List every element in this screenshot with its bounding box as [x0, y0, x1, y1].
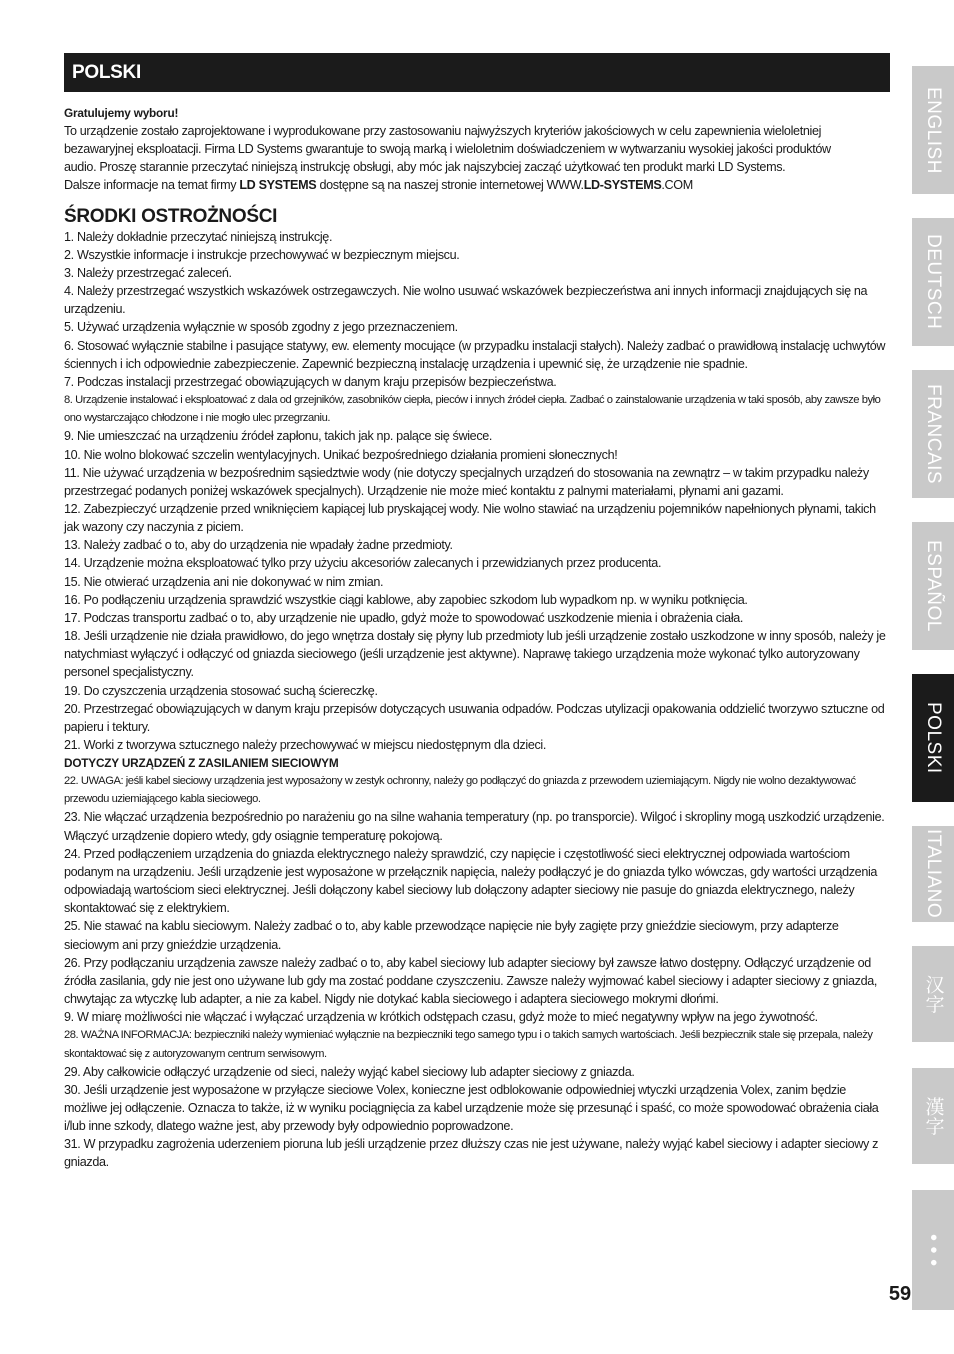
tab-label: 汉字: [922, 974, 944, 1014]
list-item: 21. Worki z tworzywa sztucznego należy przechowywać w miejscu niedostępnym dla dzieci.: [64, 738, 547, 752]
list-item: 1. Należy dokładnie przeczytać niniejszą instrukcję.: [64, 229, 333, 244]
section-title: POLSKI: [72, 62, 141, 83]
list-item: 23. Nie włączać urządzenia bezpośrednio po narażeniu go na silne wahania temperatury (np. po transporcie). Wilgoć i skropliny mogą uszkodzić urządzenie. Włączyć urządzenie dopiero wtedy, gdy osiągnie temperaturę pokojową.: [64, 810, 885, 843]
brand-name: LD SYSTEMS: [239, 178, 317, 193]
list-item: 3. Należy przestrzegać zaleceń.: [64, 265, 232, 280]
list-item: 24. Przed podłączeniem urządzenia do gniazda elektrycznego należy sprawdzić, czy napięcie i częstotliwość sieci elektrycznej odpowiada wartościom podanym na urządzeniu. Jeśli urządzenie jest wyposażone w przełącznik napięcia, należy podłączyć je do gniazda tylko wówczas, gdy wartości urządzenia odpowiadają wartościom sieci elektrycznej. Jeśli dołączony kabel sieciowy lub dołączony adapter sieciowy nie pasuje do gniazda elektrycznego, należy skontaktować się z elektrykiem.: [64, 846, 878, 916]
list-item: 8. Urządzenie instalować i eksploatować z dala od grzejników, zasobników ciepła, pieców i innych źródeł ciepła. Zadbać o zainstalowanie urządzenia w taki sposób, aby zawsze było ono wystarczająco chłodzone i nie mogło ulec przegrzaniu.: [64, 394, 881, 425]
list-item: 20. Przestrzegać obowiązujących w danym kraju przepisów dotyczących usuwania odpadów. Podczas utylizacji opakowania oddzielić tworzywo sztuczne od papieru i tektury.: [64, 701, 885, 734]
tab-espanol[interactable]: [912, 522, 954, 650]
website-suffix: .COM: [661, 178, 693, 193]
website-brand: LD-SYSTEMS: [583, 178, 662, 193]
list-item: 11. Nie używać urządzenia w bezpośrednim sąsiedztwie wody (nie dotyczy specjalnych urządzeń do stosowania na zewnątrz – w takim przypadku należy przestrzegać podanych poniżej wskazówek specjalnych). Urządzenie nie może mieć kontaktu z palnymi materiałami, płynami ani gazami.: [64, 465, 869, 498]
list-item: 15. Nie otwierać urządzenia ani nie dokonywać w nim zmian.: [64, 574, 384, 589]
safety-heading: ŚRODKI OSTROŻNOŚCI: [64, 205, 278, 227]
intro-line: audio. Proszę starannie przeczytać niniejszą instrukcję obsługi, aby móc jak najszybciej zacząć użytkować ten produkt marki LD Systems.: [64, 160, 786, 175]
main-content: [64, 104, 892, 1172]
tab-label: ITALIANO: [923, 829, 944, 919]
safety-list: [64, 228, 892, 755]
list-item: 25. Nie stawać na kablu sieciowym. Należy zadbać o to, aby kable przewodzące napięcie nie były zagięte przy gnieździe sieciowym, przy adapterze sieciowym ani przy gnieździe urządzenia.: [64, 919, 839, 952]
intro-website-line: [64, 176, 892, 194]
list-item: 2. Wszystkie informacje i instrukcje przechowywać w bezpiecznym miejscu.: [64, 247, 460, 262]
tab-polski[interactable]: [912, 674, 954, 802]
list-item: 29. Aby całkowicie odłączyć urządzenie od sieci, należy wyjąć kabel sieciowy lub adapter sieciowy z gniazda.: [64, 1064, 635, 1079]
tab-chinese-traditional[interactable]: [912, 1068, 954, 1164]
tab-label: POLSKI: [923, 702, 944, 774]
list-item: 26. Przy podłączaniu urządzenia zawsze należy zadbać o to, aby kabel sieciowy lub adapter sieciowy był zawsze łatwo dostępny. Odłączyć urządzenie od źródła zasilania, gdy nie jest ono używane lub gdy ma zostać poddane czyszczeniu. Zawsze należy wyjmować kabel sieciowy i adapter sieciowy z gniazda, chwytając za wtyczkę lub adapter, a nie za kabel. Nigdy nie dotykać kabla sieciowego i adaptera sieciowego mokrymi dłońmi.: [64, 955, 878, 1007]
page-number: 59: [888, 1283, 912, 1305]
intro-line: To urządzenie zostało zaprojektowane i wyprodukowane przy zastosowaniu najwyższych kryteriów jakościowych w celu zapewnienia wieloletniej: [64, 124, 822, 138]
tab-more[interactable]: [912, 1190, 954, 1310]
list-item: 12. Zabezpieczyć urządzenie przed wniknięciem kapiącej lub pryskającej wody. Nie wolno stawiać na urządzeniu pojemników napełnionych płynami, takich jak wazony czy naczynia z piciem.: [64, 501, 876, 535]
tab-deutsch[interactable]: [912, 218, 954, 346]
section-header-bar: [64, 53, 890, 92]
intro-line: bezawaryjnej eksploatacji. Firma LD Systems gwarantuje to swoją marką i wieloletnim doświadczeniem w wytwarzaniu wysokiej jakości produktów: [64, 142, 831, 157]
list-item: 30. Jeśli urządzenie jest wyposażone w przyłącze sieciowe Volex, konieczne jest odblokowanie odpowiedniej wtyczki urządzenia Volex, zanim będzie możliwe jej odłączenie. Oznacza to także, iż w wyniku pociągnięcia za kabel urządzenie może się przesunąć i spaść, co może spowodować obrażenia ciała i/lub inne szkody, dlatego ważne jest, aby przewody były odpowiednio poprowadzone.: [64, 1082, 879, 1134]
list-item: 10. Nie wolno blokować szczelin wentylacyjnych. Unikać bezpośredniego działania promieni słonecznych!: [64, 447, 618, 462]
list-item: 19. Do czyszczenia urządzenia stosować suchą ściereczkę.: [64, 683, 378, 698]
intro-text: Dalsze informacje na temat firmy: [64, 178, 240, 193]
tab-label: 漢字: [922, 1096, 944, 1136]
mains-list: [64, 772, 892, 1171]
list-item: 22. UWAGA: jeśli kabel sieciowy urządzenia jest wyposażony w zestyk ochronny, należy go podłączyć do gniazda z przewodem uziemiającym. Nigdy nie wolno dezaktywować przewodu uziemiającego kabla sieciowego.: [64, 775, 856, 806]
list-item: 16. Po podłączeniu urządzenia sprawdzić wszystkie ciągi kablowe, aby zapobiec szkodom lub wypadkom np. w wyniku potknięcia.: [64, 592, 748, 607]
intro-heading: Gratulujemy wyboru!: [64, 106, 179, 120]
list-item: 4. Należy przestrzegać wszystkich wskazówek ostrzegawczych. Nie wolno usuwać wskazówek bezpieczeństwa ani innych informacji znajdujących się na urządzeniu.: [64, 284, 868, 317]
intro-text: dostępne są na naszej stronie internetowej WWW.: [316, 178, 584, 193]
list-item: 17. Podczas transportu zadbać o to, aby urządzenie nie upadło, gdyż może to spowodować uszkodzenie mienia i obrażenia ciała.: [64, 610, 744, 625]
list-item: 6. Stosować wyłącznie stabilne i pasujące statywy, ew. elementy mocujące (w przypadku instalacji stałych). Należy zadbać o prawidłową instalację uchwytów ściennych i ich odpowiednie zabezpieczenie. Zapewnić bezpieczną instalację urządzenia i upewnić się, że urządzenie nie spadnie.: [64, 338, 886, 371]
list-item: 18. Jeśli urządzenie nie działa prawidłowo, do jego wnętrza dostały się płyny lub przedmioty lub jeśli urządzenie zostało uszkodzone w inny sposób, należy je natychmiast wyłączyć i odłączyć od gniazda sieciowego (jeśli urządzenie jest aktywne). Naprawę takiego urządzenia może wykonać tylko autoryzowany personel specjalistyczny.: [64, 629, 886, 680]
list-item: 9. Nie umieszczać na urządzeniu źródeł zapłonu, takich jak np. palące się świece.: [64, 429, 493, 444]
list-item: 14. Urządzenie można eksploatować tylko przy użyciu akcesoriów zalecanych i przewidzianych przez producenta.: [64, 556, 662, 571]
tab-chinese-simplified[interactable]: [912, 946, 954, 1042]
tab-english[interactable]: [912, 66, 954, 194]
tab-label: • • •: [922, 1233, 944, 1267]
list-item: 31. W przypadku zagrożenia uderzeniem pioruna lub jeśli urządzenie przez dłuższy czas nie jest używane, należy wyjąć kabel sieciowy i adapter sieciowy z gniazda.: [64, 1137, 879, 1170]
list-item: 9. W miarę możliwości nie włączać i wyłączać urządzenia w krótkich odstępach czasu, gdyż może to mieć negatywny wpływ na jego żywotność.: [64, 1010, 818, 1025]
tab-label: DEUTSCH: [923, 234, 944, 330]
list-item: 13. Należy zadbać o to, aby do urządzenia nie wpadały żadne przedmioty.: [64, 538, 453, 553]
mains-heading: DOTYCZY URZĄDZEŃ Z ZASILANIEM SIECIOWYM: [64, 756, 339, 771]
tab-italiano[interactable]: [912, 826, 954, 922]
tab-label: ENGLISH: [923, 86, 944, 174]
list-item: 28. WAŻNA INFORMACJA: bezpieczniki należy wymieniać wyłącznie na bezpieczniki tego samego typu i o takich samych wartościach. Jeśli bezpiecznik stale się przepala, należy skontaktować się z autoryzowanym centrum serwisowym.: [64, 1029, 873, 1060]
list-item: 5. Używać urządzenia wyłącznie w sposób zgodny z jego przeznaczeniem.: [64, 320, 458, 335]
tab-label: ESPAÑOL: [923, 540, 944, 632]
list-item: 7. Podczas instalacji przestrzegać obowiązujących w danym kraju przepisów bezpieczeństwa.: [64, 374, 557, 389]
tab-label: FRANCAIS: [923, 383, 944, 485]
tab-francais[interactable]: [912, 370, 954, 498]
